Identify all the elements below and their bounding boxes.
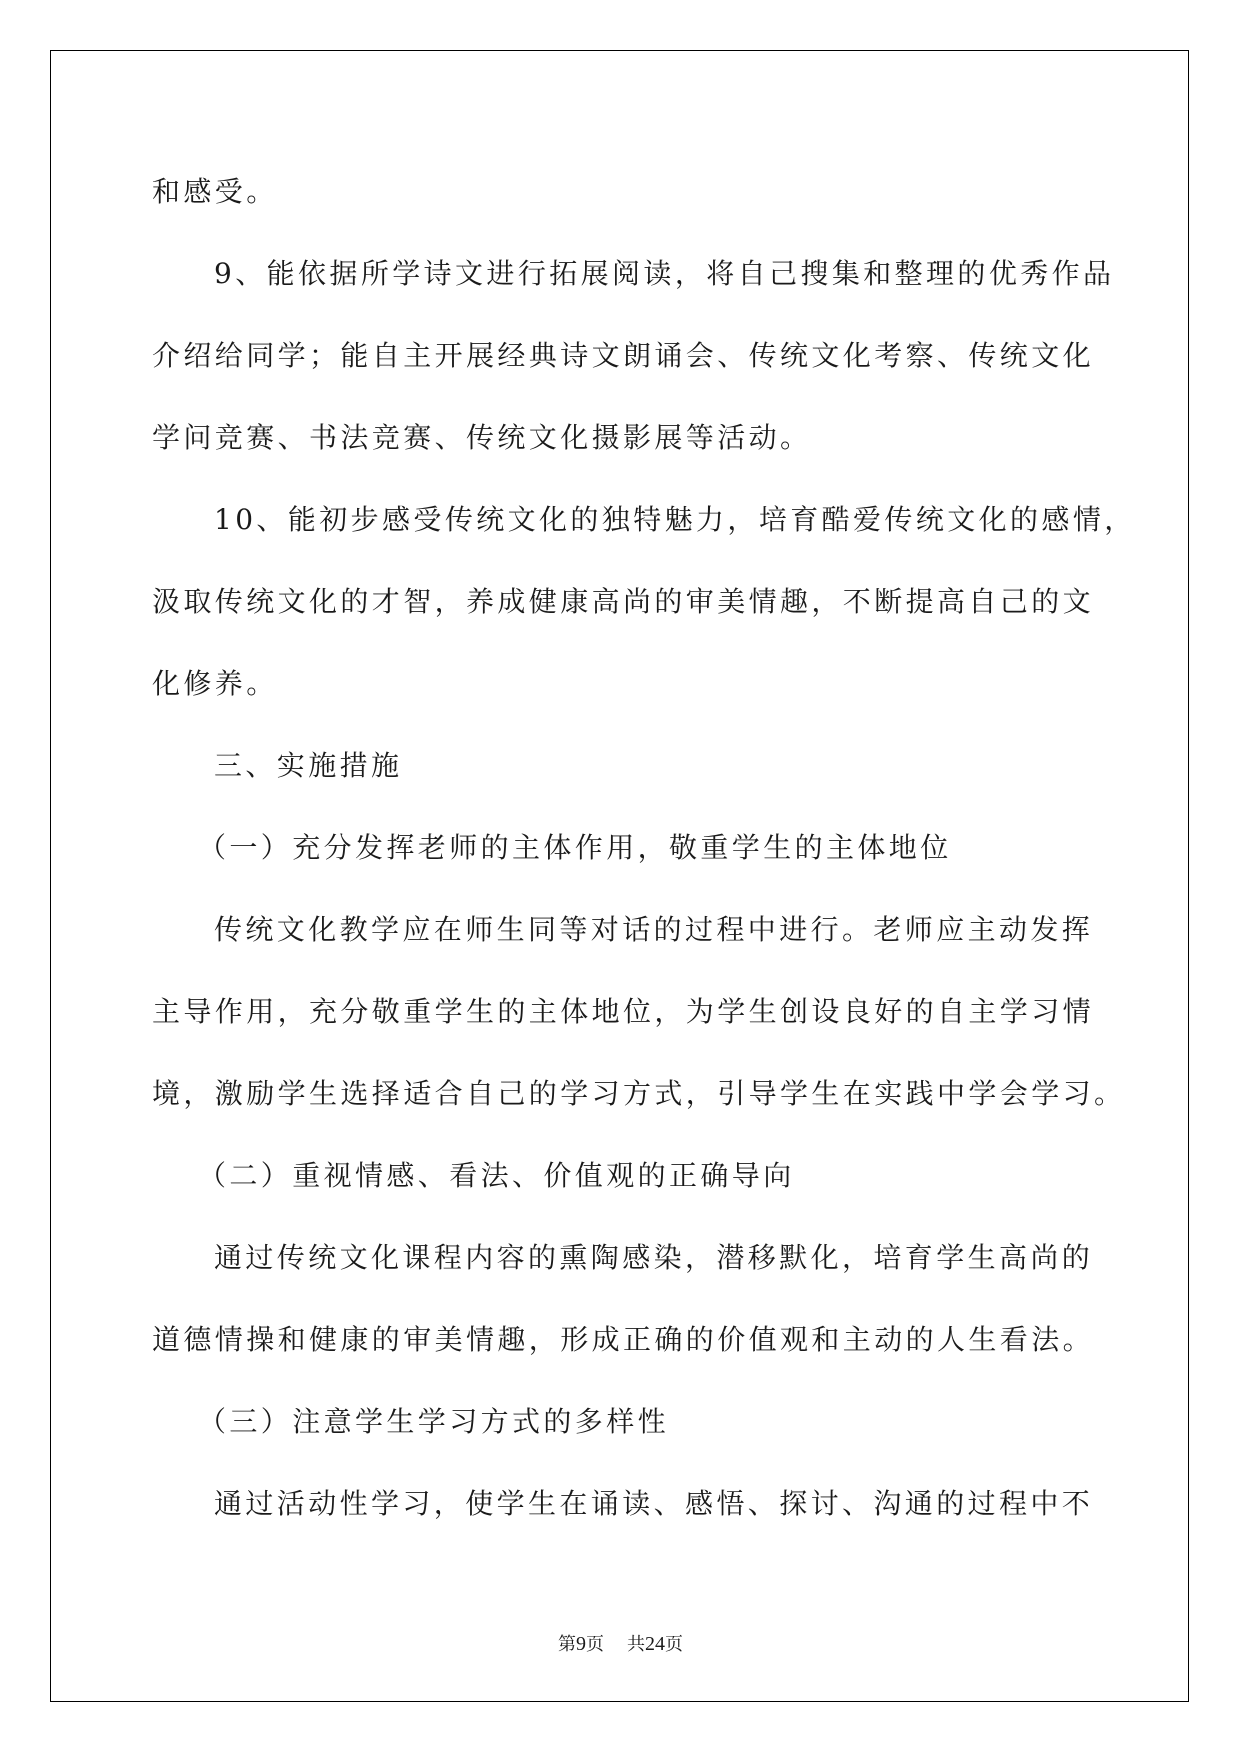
text-line-3: 介绍给同学；能自主开展经典诗文朗诵会、传统文化考察、传统文化	[152, 339, 1095, 372]
text-line-6: 汲取传统文化的才智，养成健康高尚的审美情趣，不断提高自己的文	[152, 585, 1095, 618]
section-heading: 三、实施措施	[214, 749, 403, 782]
footer-total-unit: 页	[664, 1634, 683, 1655]
text-line-2: 9、能依据所学诗文进行拓展阅读，将自己搜集和整理的优秀作品	[214, 257, 1115, 290]
text-line-1: 和感受。	[152, 175, 278, 208]
footer-prefix: 第	[558, 1634, 577, 1655]
footer-page-unit: 页	[586, 1634, 605, 1655]
text-line-12: 境，激励学生选择适合自己的学习方式，引导学生在实践中学会学习。	[152, 1077, 1126, 1110]
subsection-heading-3: （三）注意学生学习方式的多样性	[198, 1405, 670, 1438]
text-line-4: 学问竞赛、书法竞赛、传统文化摄影展等活动。	[152, 421, 812, 454]
text-line-7: 化修养。	[152, 667, 278, 700]
page-footer	[0, 1632, 1241, 1657]
page-border	[50, 50, 1189, 1702]
text-line-14: 通过传统文化课程内容的熏陶感染，潜移默化，培育学生高尚的	[214, 1241, 1094, 1274]
text-line-15: 道德情操和健康的审美情趣，形成正确的价值观和主动的人生看法。	[152, 1323, 1095, 1356]
total-pages: 24	[644, 1633, 665, 1655]
text-line-11: 主导作用，充分敬重学生的主体地位，为学生创设良好的自主学习情	[152, 995, 1095, 1028]
page-number: 9	[576, 1633, 587, 1655]
text-line-10: 传统文化教学应在师生同等对话的过程中进行。老师应主动发挥	[214, 913, 1094, 946]
text-line-5: 10、能初步感受传统文化的独特魅力，培育酷爱传统文化的感情，	[214, 503, 1136, 536]
footer-total-prefix: 共	[626, 1634, 645, 1655]
subsection-heading-1: （一）充分发挥老师的主体作用，敬重学生的主体地位	[198, 831, 952, 864]
text-line-17: 通过活动性学习，使学生在诵读、感悟、探讨、沟通的过程中不	[214, 1487, 1094, 1520]
subsection-heading-2: （二）重视情感、看法、价值观的正确导向	[198, 1159, 795, 1192]
